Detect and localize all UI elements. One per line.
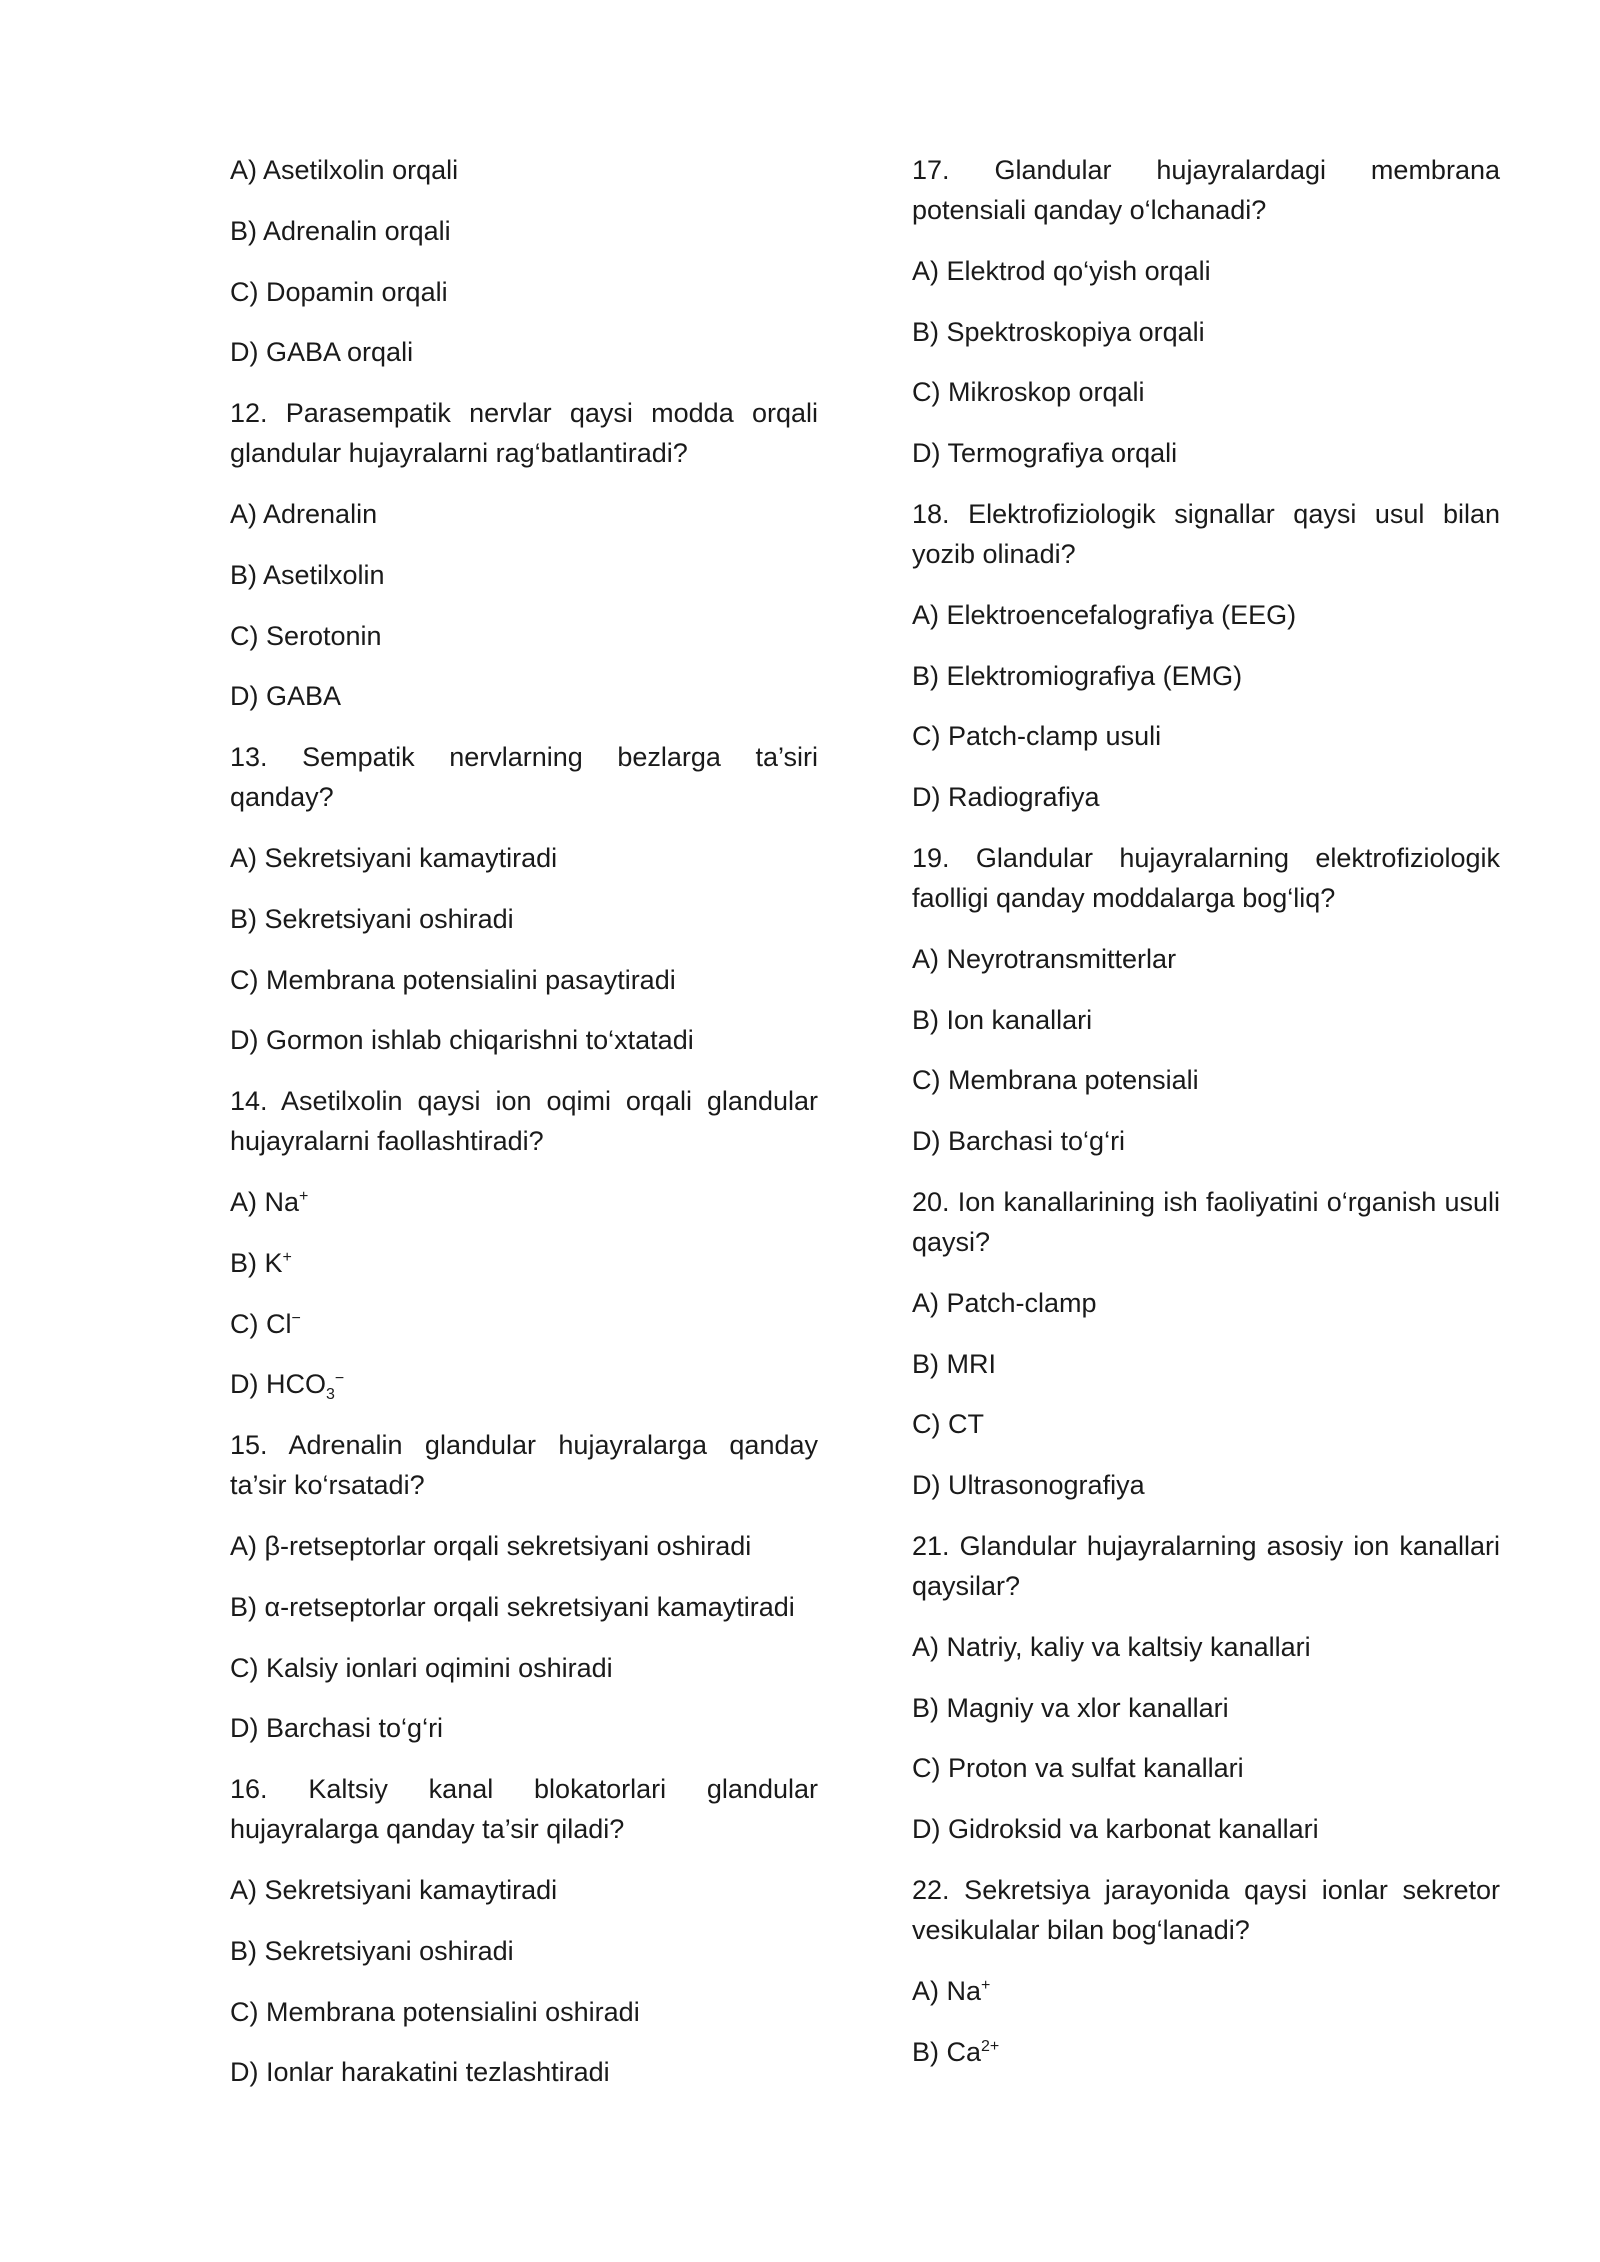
q19-question: 19. Glandular hujayralarning elektrofiziologik faolligi qanday moddalarga bog‘liq? xyxy=(912,842,1500,913)
q16-option-a: A) Sekretsiyani kamaytiradi xyxy=(230,1874,558,1905)
q15-question: 15. Adrenalin glandular hujayralarga qanday ta’sir ko‘rsatadi? xyxy=(230,1430,818,1501)
q19-option-a: A) Neyrotransmitterlar xyxy=(912,943,1177,974)
q22-option-b-charge: 2+ xyxy=(981,2037,1000,2055)
q13-option-d: D) Gormon ishlab chiqarishni to‘xtatadi xyxy=(230,1025,694,1056)
q18-option-c: C) Patch-clamp usuli xyxy=(912,721,1162,752)
q17-option-a: A) Elektrod qo‘yish orqali xyxy=(912,255,1211,286)
q16-option-c: C) Membrana potensialini oshiradi xyxy=(230,1996,640,2027)
q14-option-d-subscript: 3 xyxy=(326,1386,335,1404)
q19-option-c: C) Membrana potensiali xyxy=(912,1065,1199,1096)
q22-question: 22. Sekretsiya jarayonida qaysi ionlar sekretor vesikulalar bilan bog‘lanadi? xyxy=(912,1874,1500,1945)
q17-option-b: B) Spektroskopiya orqali xyxy=(912,316,1205,347)
q12-option-a: A) Adrenalin xyxy=(230,498,378,529)
q14-option-b-text: B) K xyxy=(230,1247,283,1278)
q21-option-c: C) Proton va sulfat kanallari xyxy=(912,1753,1244,1784)
q14-option-d xyxy=(230,1364,818,1404)
right-column xyxy=(912,150,1500,2092)
q14-option-d-charge: − xyxy=(334,1370,345,1388)
q20-question: 20. Ion kanallarining ish faoliyatini o‘rganish usuli qaysi? xyxy=(912,1186,1500,1257)
q15-option-d: D) Barchasi to‘g‘ri xyxy=(230,1713,444,1744)
q20-option-b: B) MRI xyxy=(912,1348,996,1379)
q14-option-a-text: A) Na xyxy=(230,1186,300,1217)
q11-option-d: D) GABA orqali xyxy=(230,337,414,368)
q14-question: 14. Asetilxolin qaysi ion oqimi orqali glandular hujayralarni faollashtiradi? xyxy=(230,1086,818,1157)
q21-option-d: D) Gidroksid va karbonat kanallari xyxy=(912,1814,1319,1845)
q14-option-a-charge: + xyxy=(299,1187,309,1205)
q21-question: 21. Glandular hujayralarning asosiy ion kanallari qaysilar? xyxy=(912,1530,1500,1601)
q14-option-b xyxy=(230,1243,818,1283)
q18-option-a: A) Elektroencefalografiya (EEG) xyxy=(912,599,1297,630)
q14-option-c-charge: − xyxy=(291,1309,301,1327)
q22-option-b-text: B) Ca xyxy=(912,2036,982,2067)
q15-option-c: C) Kalsiy ionlari oqimini oshiradi xyxy=(230,1652,613,1683)
q18-option-d: D) Radiografiya xyxy=(912,782,1100,813)
q14-option-a xyxy=(230,1182,818,1222)
q14-option-b-charge: + xyxy=(282,1248,292,1266)
q13-question: 13. Sempatik nervlarning bezlarga ta’siri qanday? xyxy=(230,742,818,813)
q14-option-d-text: D) HCO xyxy=(230,1369,326,1400)
q12-option-b: B) Asetilxolin xyxy=(230,559,385,590)
q14-option-c xyxy=(230,1304,818,1344)
q20-option-d: D) Ultrasonografiya xyxy=(912,1470,1145,1501)
q20-option-a: A) Patch-clamp xyxy=(912,1287,1097,1318)
q11-option-a: A) Asetilxolin orqali xyxy=(230,155,459,185)
q12-option-d: D) GABA xyxy=(230,681,342,712)
q11-option-c: C) Dopamin orqali xyxy=(230,276,448,307)
q22-option-a xyxy=(912,1971,1500,2011)
q18-question: 18. Elektrofiziologik signallar qaysi usul bilan yozib olinadi? xyxy=(912,498,1500,569)
q12-option-c: C) Serotonin xyxy=(230,620,382,651)
q22-option-a-text: A) Na xyxy=(912,1975,982,2006)
q21-option-b: B) Magniy va xlor kanallari xyxy=(912,1692,1229,1723)
q15-option-a: A) β-retseptorlar orqali sekretsiyani oshiradi xyxy=(230,1530,752,1561)
q17-option-d: D) Termografiya orqali xyxy=(912,438,1178,469)
q17-option-c: C) Mikroskop orqali xyxy=(912,377,1145,408)
q16-question: 16. Kaltsiy kanal blokatorlari glandular hujayralarga qanday ta’sir qiladi? xyxy=(230,1774,818,1845)
q22-option-a-charge: + xyxy=(981,1976,991,1994)
q16-option-b: B) Sekretsiyani oshiradi xyxy=(230,1935,514,1966)
q19-option-d: D) Barchasi to‘g‘ri xyxy=(912,1126,1126,1157)
q18-option-b: B) Elektromiografiya (EMG) xyxy=(912,660,1243,691)
q21-option-a: A) Natriy, kaliy va kaltsiy kanallari xyxy=(912,1631,1311,1662)
q15-option-b: B) α-retseptorlar orqali sekretsiyani kamaytiradi xyxy=(230,1591,795,1622)
q13-option-c: C) Membrana potensialini pasaytiradi xyxy=(230,964,676,995)
q13-option-a: A) Sekretsiyani kamaytiradi xyxy=(230,842,558,873)
q11-option-b: B) Adrenalin orqali xyxy=(230,215,451,246)
q13-option-b: B) Sekretsiyani oshiradi xyxy=(230,903,514,934)
q12-question: 12. Parasempatik nervlar qaysi modda orqali glandular hujayralarni rag‘batlantiradi? xyxy=(230,398,818,469)
q17-question: 17. Glandular hujayralardagi membrana potensiali qanday o‘lchanadi? xyxy=(912,155,1500,225)
q14-option-c-text: C) Cl xyxy=(230,1308,292,1339)
left-column xyxy=(230,150,818,2113)
q20-option-c: C) CT xyxy=(912,1409,984,1440)
q16-option-d: D) Ionlar harakatini tezlashtiradi xyxy=(230,2057,610,2088)
q22-option-b xyxy=(912,2032,1500,2072)
q19-option-b: B) Ion kanallari xyxy=(912,1004,1093,1035)
